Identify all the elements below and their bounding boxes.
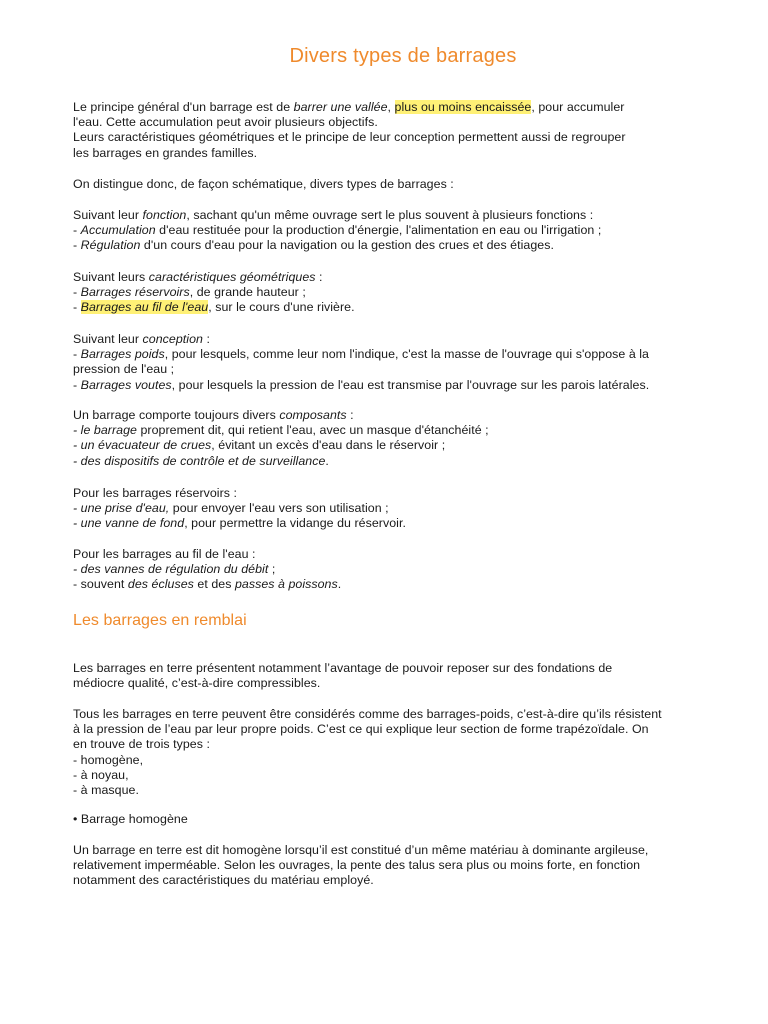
- text-run: -: [73, 285, 81, 300]
- text-run: -: [73, 238, 81, 253]
- text-line: pression de l'eau ;: [73, 362, 175, 377]
- text-run: ;: [268, 562, 276, 577]
- emphasis-text: conception: [142, 332, 203, 346]
- conception-section: [73, 332, 733, 393]
- text-line: en trouve de trois types :: [73, 737, 210, 752]
- composants-section: [73, 408, 733, 469]
- list-item: [73, 423, 733, 438]
- list-item: [73, 378, 733, 393]
- text-run: proprement dit, qui retient l'eau, avec un masque d'étanchéité ;: [136, 423, 489, 438]
- emphasis-text: fonction: [142, 208, 187, 222]
- distinguish-paragraph: [73, 177, 733, 192]
- bullet-item: • Barrage homogène: [73, 812, 188, 826]
- bullet-heading: [73, 812, 733, 827]
- reservoirs-section: [73, 486, 733, 532]
- text-run: - souvent: [73, 577, 128, 592]
- text-run: -: [73, 347, 81, 362]
- text-run: , pour permettre la vidange du réservoir.: [184, 516, 406, 531]
- text-run: -: [73, 223, 81, 238]
- text-line: médiocre qualité, c’est-à-dire compressibles.: [73, 676, 321, 691]
- list-item: [73, 300, 733, 315]
- list-item: [73, 438, 733, 453]
- text-run: ,: [387, 100, 395, 114]
- text-run: .: [337, 577, 342, 592]
- text-line: [73, 208, 733, 223]
- text-run: Le principe général d'un barrage est de: [73, 100, 294, 114]
- text-run: Suivant leur: [73, 208, 143, 222]
- list-item: [73, 577, 733, 592]
- text-run: :: [346, 408, 354, 422]
- intro-paragraph: [73, 100, 733, 161]
- remblai-paragraph-2: [73, 707, 733, 798]
- text-line: On distingue donc, de façon schématique, divers types de barrages :: [73, 177, 454, 191]
- list-item: - à masque.: [73, 783, 139, 798]
- list-item: [73, 516, 733, 531]
- emphasis-text: Accumulation: [80, 223, 156, 238]
- text-line: Les barrages en terre présentent notamment l’avantage de pouvoir reposer sur des fondations de: [73, 661, 613, 675]
- emphasis-text: Barrages poids: [80, 347, 165, 362]
- text-run: , sur le cours d'une rivière.: [208, 300, 355, 315]
- page-title: Divers types de barrages: [289, 45, 517, 67]
- text-line: à la pression de l’eau par leur propre poids. C’est ce qui explique leur section de forme trapézoïdale. On: [73, 722, 649, 737]
- text-run: et des: [193, 577, 235, 592]
- text-run: Suivant leur: [73, 332, 143, 346]
- list-item: [73, 238, 733, 253]
- text-line: notamment des caractéristiques du matériau employé.: [73, 873, 374, 888]
- list-item: [73, 347, 733, 362]
- emphasis-text: - des dispositifs de contrôle et de surveillance: [73, 453, 326, 468]
- emphasis-text: Barrages réservoirs: [80, 285, 190, 300]
- geometrie-section: [73, 270, 733, 316]
- emphasis-text: caractéristiques géométriques: [148, 270, 316, 284]
- emphasis-text: passes à poissons: [234, 577, 338, 592]
- emphasis-text: - des vannes de régulation du débit: [73, 562, 269, 577]
- emphasis-text: composants: [279, 408, 347, 422]
- text-run: d'un cours d'eau pour la navigation ou la gestion des crues et des étiages.: [140, 238, 554, 253]
- list-item: [73, 501, 733, 516]
- emphasis-text: - un évacuateur de crues: [73, 438, 212, 453]
- emphasis-text: Régulation: [80, 238, 141, 253]
- text-line: Tous les barrages en terre peuvent être considérés comme des barrages-poids, c’est-à-dire qu’ils résistent: [73, 707, 662, 721]
- text-line: [73, 332, 733, 347]
- fil-eau-section: [73, 547, 733, 593]
- remblai-paragraph-1: [73, 661, 733, 691]
- text-run: , pour lesquels, comme leur nom l'indique, c'est la masse de l'ouvrage qui s'oppose à la: [164, 347, 649, 362]
- text-run: , évitant un excès d'eau dans le réservoir ;: [211, 438, 446, 453]
- emphasis-text: - une vanne de fond: [73, 516, 185, 531]
- list-item: [73, 454, 733, 469]
- text-line: Un barrage en terre est dit homogène lorsqu’il est constitué d’un même matériau à dominante argileuse,: [73, 843, 649, 857]
- list-item: [73, 223, 733, 238]
- text-line: Leurs caractéristiques géométriques et le principe de leur conception permettent aussi de regrouper: [73, 130, 626, 145]
- text-line: relativement imperméable. Selon les ouvrages, la pente des talus sera plus ou moins forte, en fonction: [73, 858, 641, 873]
- emphasis-text: Barrages voutes: [80, 377, 172, 392]
- fonction-section: [73, 208, 733, 254]
- list-item: [73, 562, 733, 577]
- highlighted-text: Barrages au fil de l'eau: [80, 300, 209, 315]
- text-line: [73, 100, 733, 115]
- text-run: :: [315, 270, 323, 284]
- list-item: [73, 285, 733, 300]
- text-line: [73, 408, 733, 423]
- highlighted-text: plus ou moins encaissée: [394, 100, 532, 114]
- text-run: :: [202, 332, 210, 346]
- emphasis-text: - le barrage: [73, 423, 137, 438]
- emphasis-text: - une prise d'eau,: [73, 501, 170, 516]
- text-line: les barrages en grandes familles.: [73, 145, 258, 160]
- text-run: -: [73, 300, 81, 315]
- text-run: , pour accumuler: [531, 100, 625, 114]
- remblai-paragraph-3: [73, 843, 733, 889]
- text-run: -: [73, 377, 81, 392]
- list-item: - homogène,: [73, 752, 144, 767]
- text-run: , pour lesquels la pression de l'eau est transmise par l'ouvrage sur les parois latérales.: [171, 377, 650, 392]
- section-heading: Les barrages en remblai: [73, 612, 247, 629]
- text-line: l'eau. Cette accumulation peut avoir plusieurs objectifs.: [73, 115, 378, 130]
- text-run: .: [325, 453, 329, 468]
- emphasis-text: des écluses: [127, 577, 194, 592]
- text-run: Suivant leurs: [73, 270, 149, 284]
- text-run: , de grande hauteur ;: [189, 285, 306, 300]
- text-line: [73, 270, 733, 285]
- emphasis-text: barrer une vallée: [293, 100, 388, 114]
- list-item: - à noyau,: [73, 767, 129, 782]
- text-run: pour envoyer l'eau vers son utilisation ;: [169, 501, 389, 516]
- text-line: Pour les barrages réservoirs :: [73, 486, 238, 500]
- text-run: d'eau restituée pour la production d'énergie, l'alimentation en eau ou l'irrigation ;: [155, 223, 602, 238]
- text-run: , sachant qu'un même ouvrage sert le plus souvent à plusieurs fonctions :: [186, 208, 594, 222]
- text-run: Un barrage comporte toujours divers: [73, 408, 280, 422]
- text-line: Pour les barrages au fil de l'eau :: [73, 547, 256, 561]
